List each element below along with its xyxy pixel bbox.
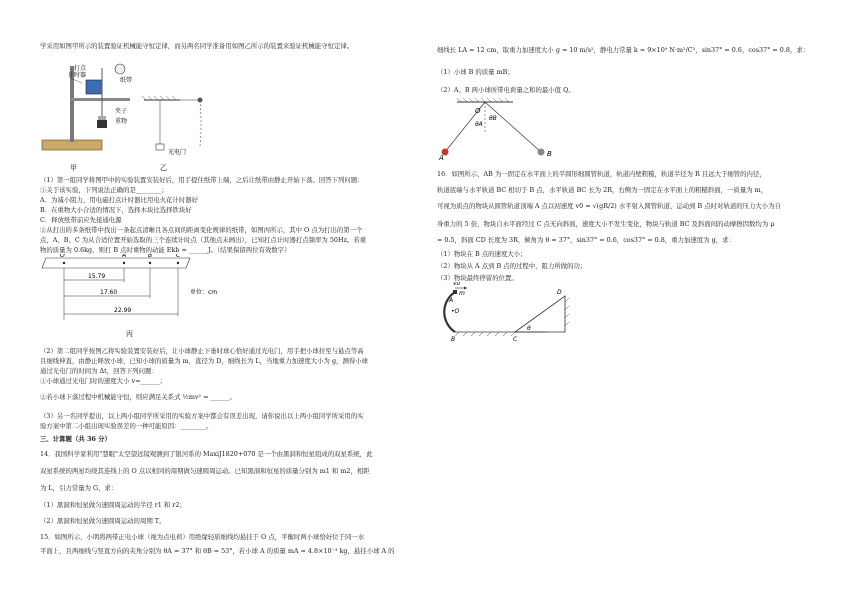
tape-unit: 单位：cm (190, 289, 218, 296)
tape-point-a: A (122, 254, 127, 259)
fig15-theta-b: θB (489, 115, 497, 122)
figure-yi (140, 96, 230, 176)
weight-label: 重物 (115, 118, 128, 125)
q14-line2: 双星系统的两星均绕其连线上的 O 点以相同的周期做匀速圆周运动。已知黑洞和恒星的质量分别为 m1 和 m2，相距 (40, 467, 370, 475)
hand-icon (115, 64, 125, 74)
q1-option-c: C．释放纸带前应先接通电源 (40, 216, 122, 224)
q16-line3: 可视为质点的物块从圆管轨道顶端 A 点以初速度 v0 = √(gR/2) 水平射入圆管轨道，运动到 B 点时对轨道的压力大小为自 (437, 202, 781, 210)
section-3-heading: 三、计算题（共 36 分） (40, 435, 111, 443)
tape-dim-ob: 17.60 (100, 289, 118, 296)
fig16-theta: θ (527, 325, 531, 332)
intro-text: 学采用如图甲所示的装置验证机械能守恒定律，而另两名同学准备用如图乙所示的装置来验证机械能守恒定律。 (40, 42, 354, 50)
q16-sub3: （3）物块最终停留的位置。 (437, 274, 518, 282)
thread-b (485, 102, 541, 152)
fig15-theta-a: θA (475, 121, 483, 128)
q2-line2: 且细线伸直，由静止释放小球，已知小球的质量为 m，直径为 D，细线长为 L，当地重力加速度大小为 g，测得小球 (40, 357, 369, 365)
fig15-o: O (475, 107, 481, 115)
q1-sub1: ①关于该实验，下列说法正确的是________； (40, 186, 168, 194)
q14-line3: 为 L，引力常量为 G，求： (40, 484, 118, 492)
clip-label: 夹子 (115, 108, 128, 115)
q16-line1: 16．如图所示，AB 为一固定在水平面上的半圆形细圆管轨道，轨道内壁粗糙，轨道半径为 R 且远大于细管的内径， (437, 170, 766, 178)
tape-point-c: C (176, 254, 181, 259)
q16-line2: 轨道底端与水平轨道 BC 相切于 B 点，水平轨道 BC 长为 2R，右侧为一固定在水平面上的粗糙斜面，一质量为 m， (437, 186, 768, 194)
q1-sub2-line2: 点，A、B、C 为从合适位置开始选取的三个连续计时点（其他点未画出），已知打点计时器打点频率为 50Hz。若重 (40, 236, 367, 244)
figure-q16 (437, 282, 587, 344)
photogate-icon (156, 144, 164, 150)
fig-yi-caption: 乙 (160, 164, 167, 172)
photogate-label: 光电门 (168, 149, 187, 156)
q16-sub1: （1）物块在 B 点的速度大小； (437, 250, 527, 258)
fig15-a: A (439, 154, 444, 162)
q2-line1: （2）第二组同学按图乙将实验装置安装好后，让小球静止下垂时球心恰好通过光电门，用手把小球拉至与悬点等高 (40, 347, 364, 355)
tape-point-o: O (60, 254, 65, 259)
q1-sub2-line1: ②从打出的多条纸带中找出一条起点清晰且各点间的距离变化规律的纸带，如图丙所示，其中 O 点为打出的第一个 (40, 226, 363, 234)
q2-sub2: ②若小球下落过程中机械能守恒，则应满足关系式 ½mv² = ______。 (40, 393, 237, 401)
fig16-c: C (513, 336, 518, 343)
q15-line1: 15．如图所示，小明将两带正电小球（视为点电荷）用绝缘轻质细线均悬挂于 O 点，平衡时两小球恰好位于同一水 (40, 533, 365, 541)
tape-label: 纸带 (120, 77, 133, 84)
q1-option-b: B．在重物大小合适的情况下，选择木块比选择铁块好 (40, 206, 192, 214)
q16-line5: = 0.5，斜面 CD 长度为 3R，倾角为 θ = 37°，sin37° = 0.6，cos37° = 0.8，重力加速度为 g，求： (437, 236, 735, 244)
weight (97, 120, 107, 128)
timer-box (86, 80, 102, 94)
fig16-b: B (451, 336, 456, 343)
fig-jia-caption: 甲 (70, 164, 77, 172)
fig-bing-caption: 丙 (126, 330, 133, 338)
q15-line2: 平面上，且两细线与竖直方向的夹角分别为 θA = 37° 和 θB = 53°，若小球 A 的质量 mA = 4.8×10⁻³ kg，悬挂小球 A 的 (40, 547, 395, 555)
timer-label-1: 打点 (74, 65, 87, 72)
q15-sub2: （2）A、B 两小球所带电荷量之和的最小值 Q。 (437, 86, 575, 94)
tape-dim-oc: 22.99 (114, 307, 132, 314)
tape-point-b: B (148, 254, 153, 259)
fig16-a: A (449, 297, 454, 304)
tape-dim-oa: 15.79 (88, 273, 106, 280)
figure-jia (40, 58, 150, 178)
q2-sub1: ①小球通过光电门时的速度大小 v=______； (40, 377, 167, 385)
fig16-o: •O (451, 308, 460, 315)
q2-line3: 通过光电门的时间为 Δt，回答下列问题： (40, 367, 158, 375)
q15-sub1: （1）小球 B 的质量 mB； (437, 68, 514, 76)
q3-line2: 验方案中第二小组出现实验误差的一种可能原因：________。 (40, 422, 213, 430)
q16-sub2: （2）物块从 A 点到 B 点的过程中，阻力所做的功； (437, 262, 587, 270)
figure-q15 (437, 96, 567, 162)
stand-arm (70, 98, 130, 101)
incline (515, 296, 565, 332)
block-m (453, 290, 457, 294)
clip (98, 116, 106, 120)
fig16-v0: v0 (453, 282, 461, 287)
q1-option-a: A．为减小阻力，用电磁打点计时器比用电火花计时器好 (40, 196, 198, 204)
q14-sub1: （1）黑洞和恒星做匀速圆周运动的半径 r1 和 r2； (40, 501, 186, 509)
q1-stem: （1）第一组同学将图甲中的实验装置安装好后，用手提住纸带上端，之后让纸带由静止开始下落。回答下列问题： (40, 176, 364, 184)
fig15-b: B (547, 150, 552, 158)
q1-sub2-line3: 物的质量为 0.6kg，则打 B 点时重物的动能 Ekb = ______J。（结果保留两位有效数字） (40, 246, 291, 254)
fig16-d: D (557, 289, 562, 296)
timer-label-2: 计时器 (68, 72, 87, 79)
q15-continued: 细线长 LA = 12 cm，取重力加速度大小 g = 10 m/s²，静电力常量 k = 9×10⁹ N·m²/C²，sin37° = 0.6，cos37° = 0.8，求： (437, 46, 810, 54)
ball-b (538, 149, 545, 156)
q14-sub2: （2）黑洞和恒星做匀速圆周运动的周期 T。 (40, 517, 166, 525)
q16-line4: 身重力的 5 倍，物块自水平面经过 C 点无向斜面，速度大小不发生变化，物块与轨道 BC 及斜面间的动摩擦因数均为 μ (437, 220, 775, 228)
fig16-m: m (459, 290, 465, 297)
figure-bing-tape (40, 254, 240, 344)
q14-line1: 14．我国科学家利用"慧眼"太空望远镜观测到了银河系的 MaxiJ1820+070 是一个由黑洞和恒星组成的双星系统，此 (40, 450, 373, 458)
q3-line1: （3）另一名同学提出，以上两小组同学所采用的实验方案中都会有误差出现，请你说出以上两小组同学所采用的实 (40, 412, 364, 420)
